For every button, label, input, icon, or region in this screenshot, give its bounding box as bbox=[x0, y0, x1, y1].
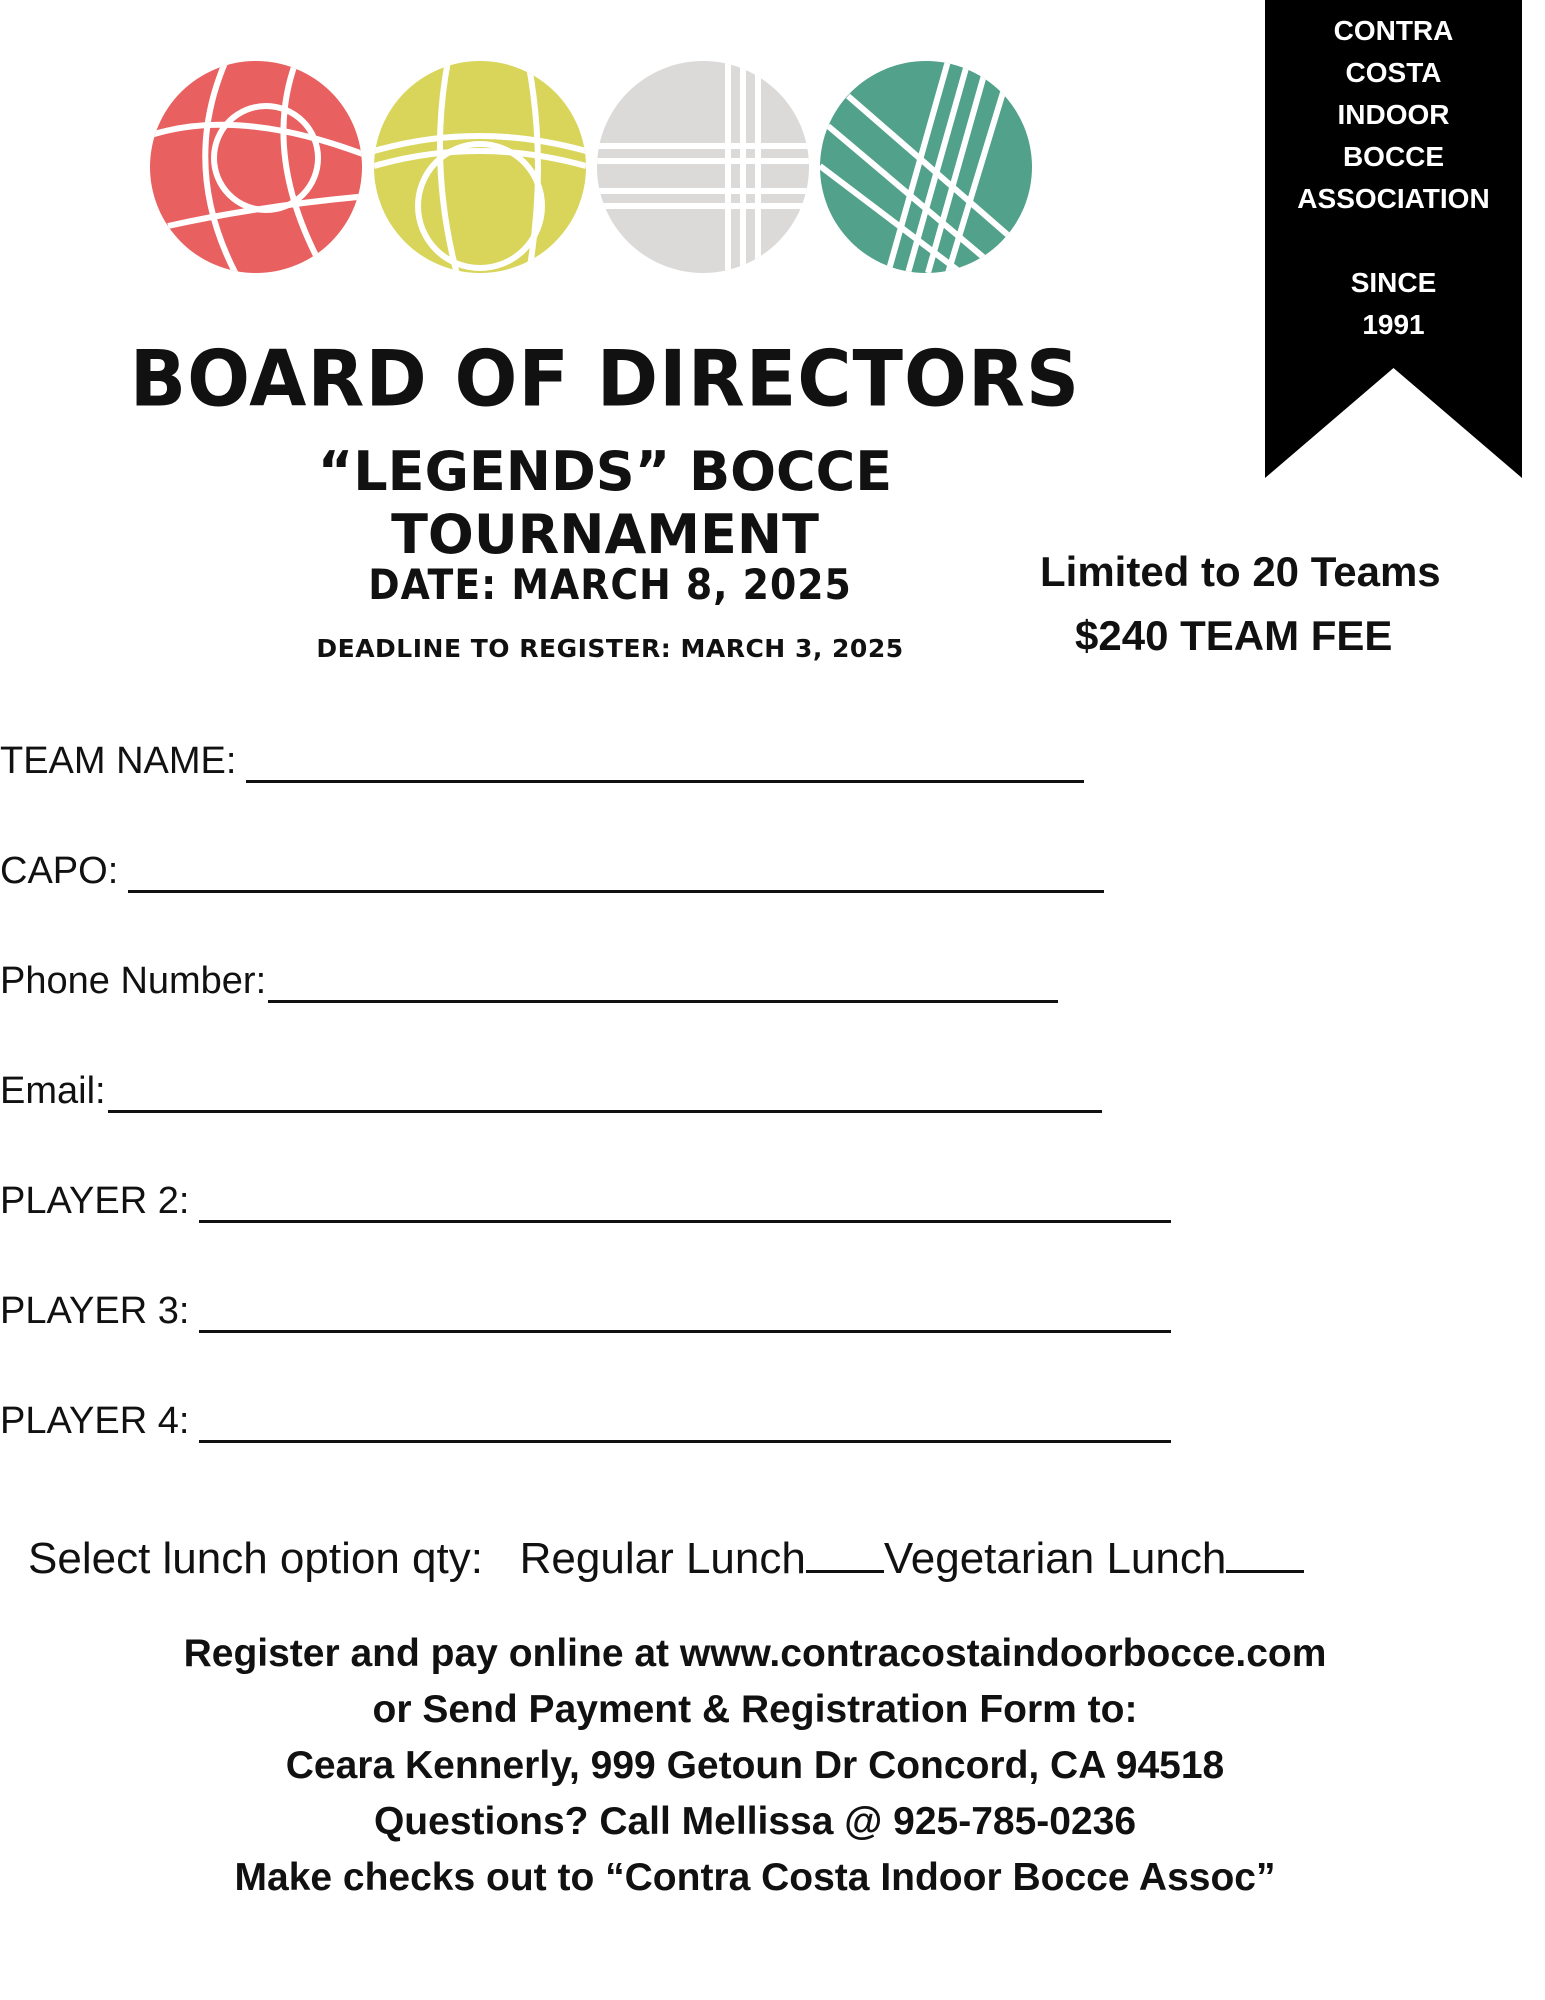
lunch-prompt: Select lunch option qty: bbox=[28, 1534, 483, 1583]
team-limit: Limited to 20 Teams bbox=[1040, 548, 1441, 595]
banner-line: SINCE bbox=[1350, 267, 1437, 298]
bocce-balls-graphic bbox=[148, 56, 1033, 278]
tournament-date: DATE: MARCH 8, 2025 bbox=[368, 560, 852, 609]
team-name-line[interactable] bbox=[246, 748, 1084, 783]
yellow-bocce-ball-icon bbox=[374, 61, 586, 278]
player-3-field[interactable] bbox=[0, 1290, 1171, 1333]
footer-questions: Questions? Call Mellissa @ 925-785-0236 bbox=[373, 1800, 1137, 1843]
banner-text bbox=[1265, 10, 1522, 346]
regular-lunch-label: Regular Lunch bbox=[519, 1534, 806, 1583]
player-4-field[interactable] bbox=[0, 1400, 1171, 1443]
association-banner bbox=[1265, 0, 1522, 478]
bocce-balls-svg bbox=[148, 56, 1033, 278]
field-label: Phone Number: bbox=[0, 960, 267, 1002]
team-fee: $240 TEAM FEE bbox=[1075, 612, 1393, 659]
banner-line: INDOOR bbox=[1337, 99, 1450, 130]
footer-address: Ceara Kennerly, 999 Getoun Dr Concord, CA 94518 bbox=[285, 1744, 1225, 1787]
banner-line: BOCCE bbox=[1342, 141, 1445, 172]
banner-line: COSTA bbox=[1345, 57, 1442, 88]
footer-send-payment: or Send Payment & Registration Form to: bbox=[372, 1688, 1138, 1731]
page-subtitle: “LEGENDS” BOCCE TOURNAMENT bbox=[317, 440, 893, 566]
field-label: PLAYER 4: bbox=[0, 1400, 190, 1442]
team-name-field[interactable] bbox=[0, 740, 1084, 783]
banner-line: 1991 bbox=[1362, 309, 1425, 340]
player-2-line[interactable] bbox=[199, 1188, 1171, 1223]
regular-lunch-qty-line[interactable] bbox=[806, 1536, 884, 1573]
gray-bocce-ball-icon bbox=[597, 61, 809, 273]
red-bocce-ball-icon bbox=[148, 56, 368, 278]
field-label: PLAYER 2: bbox=[0, 1180, 190, 1222]
capo-line[interactable] bbox=[128, 858, 1104, 893]
field-label: PLAYER 3: bbox=[0, 1290, 190, 1332]
phone-number-line[interactable] bbox=[268, 968, 1058, 1003]
player-2-field[interactable] bbox=[0, 1180, 1171, 1223]
vegetarian-lunch-qty-line[interactable] bbox=[1226, 1536, 1304, 1573]
player-4-line[interactable] bbox=[199, 1408, 1171, 1443]
footer-info bbox=[0, 1626, 1510, 1906]
vegetarian-lunch-label: Vegetarian Lunch bbox=[883, 1534, 1227, 1583]
phone-number-field[interactable] bbox=[0, 960, 1058, 1003]
capo-field[interactable] bbox=[0, 850, 1104, 893]
player-3-line[interactable] bbox=[199, 1298, 1171, 1333]
green-bocce-ball-icon bbox=[820, 61, 1032, 278]
email-line[interactable] bbox=[108, 1078, 1102, 1113]
email-field[interactable] bbox=[0, 1070, 1102, 1113]
lunch-selection bbox=[28, 1534, 1304, 1584]
banner-line: CONTRA bbox=[1333, 15, 1454, 46]
page-title: BOARD OF DIRECTORS bbox=[129, 333, 1081, 425]
team-limit-block bbox=[1040, 540, 1540, 668]
registration-deadline: DEADLINE TO REGISTER: MARCH 3, 2025 bbox=[316, 634, 904, 663]
footer-checks-payable: Make checks out to “Contra Costa Indoor Bocce Assoc” bbox=[234, 1856, 1276, 1899]
field-label: CAPO: bbox=[0, 850, 119, 892]
field-label: Email: bbox=[0, 1070, 106, 1112]
banner-line: ASSOCIATION bbox=[1297, 183, 1490, 214]
footer-register-online: Register and pay online at www.contracostaindoorbocce.com bbox=[183, 1632, 1327, 1675]
field-label: TEAM NAME: bbox=[0, 740, 237, 782]
